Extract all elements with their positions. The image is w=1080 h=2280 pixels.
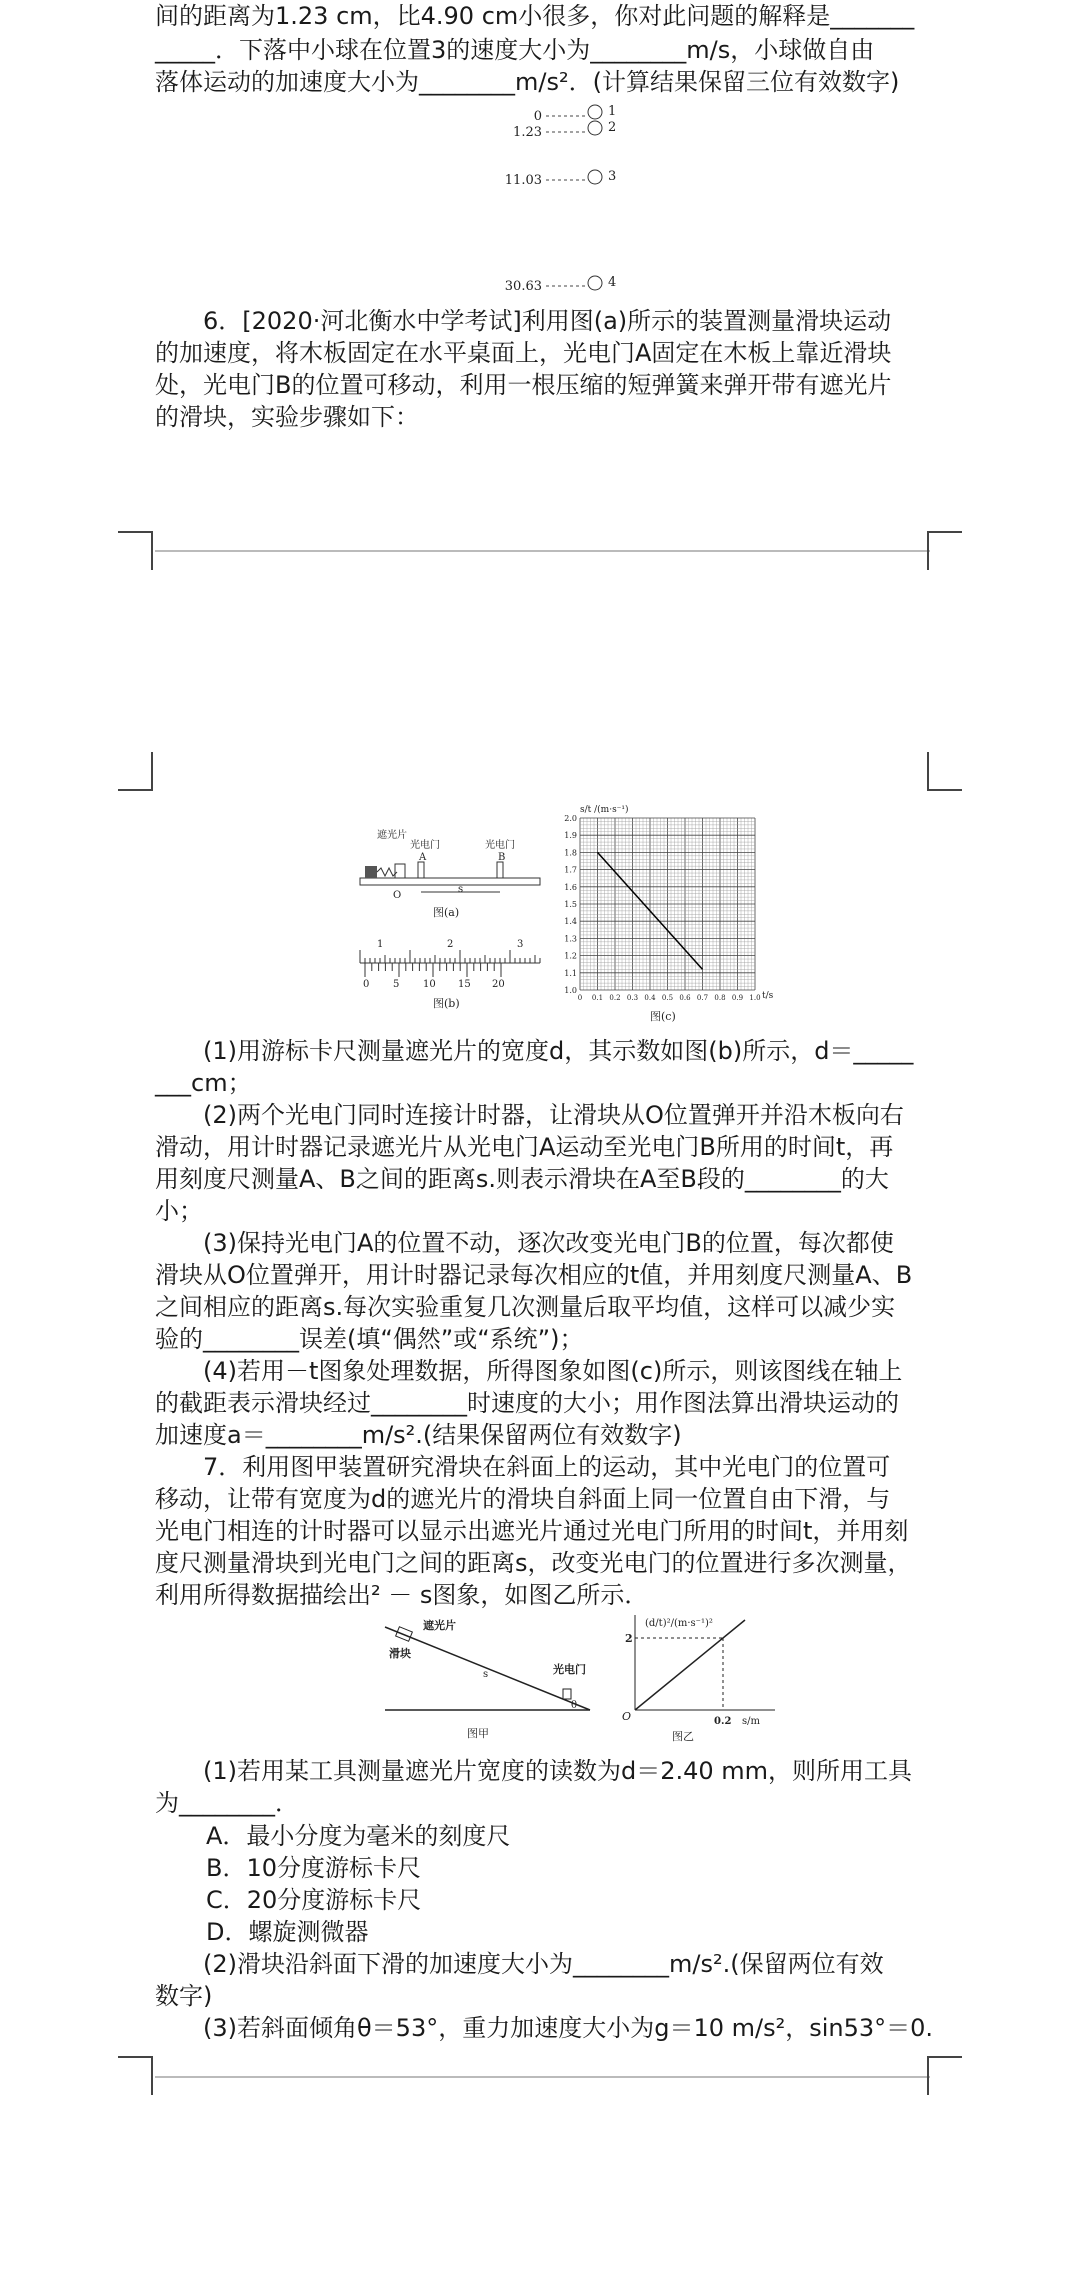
y-tick-label: 1.1 xyxy=(564,968,577,978)
s1-line-2: ___cm； xyxy=(155,1069,252,1097)
fig-a-B-label: B xyxy=(498,852,506,863)
page-bottom-line xyxy=(155,550,930,552)
s4-line-1: (4)若用－t图象处理数据，所得图象如图(c)所示，则该图线在轴上 xyxy=(203,1357,903,1385)
x-tick-label: 0.6 xyxy=(679,994,691,1002)
y-tick-label: 1.6 xyxy=(564,882,577,892)
y-tick-label: 1.4 xyxy=(564,917,577,927)
figure-yi-graph xyxy=(610,1610,780,1745)
fig-c-yticks xyxy=(564,814,577,995)
fig-jia-block-label: 滑块 xyxy=(389,1647,411,1660)
fig-a-gate-A xyxy=(418,862,424,878)
fig-a-gate2-label: 光电门 xyxy=(485,840,515,851)
q7-1-line-1: (1)若用某工具测量遮光片宽度的读数为d＝2.40 mm，则所用工具 xyxy=(203,1757,913,1785)
fig-b-vernier-20: 20 xyxy=(492,979,505,990)
ball-1 xyxy=(588,105,602,119)
y-tick-label: 1.2 xyxy=(564,951,577,961)
fig-a-slider xyxy=(395,864,405,878)
ball-pos-2: 11.03 xyxy=(504,173,542,188)
fig-a-spring xyxy=(377,868,397,876)
ball-pos-3: 30.63 xyxy=(504,279,542,294)
s2-line-2: 滑动，用计时器记录遮光片从光电门A运动至光电门B所用的时间t，再 xyxy=(155,1133,894,1161)
x-tick-label: 0.3 xyxy=(626,994,639,1002)
fig-jia-gate xyxy=(563,1689,571,1699)
figure-c-chart xyxy=(550,800,775,1025)
q6-line-4: 的滑块，实验步骤如下： xyxy=(155,403,419,431)
option-b: B．10分度游标卡尺 xyxy=(206,1854,422,1882)
fig-b-main-2: 2 xyxy=(447,939,454,950)
ball-2 xyxy=(588,121,602,135)
q7-line-2: 移动，让带有宽度为d的遮光片的滑块自斜面上同一位置自由下滑，与 xyxy=(155,1485,891,1513)
fig-c-xticks xyxy=(578,994,761,1002)
fig-b-vernier-5: 5 xyxy=(393,979,400,990)
intro-line-1: 间的距离为1.23 cm，比4.90 cm小很多，你对此问题的解释是_______ xyxy=(155,2,915,30)
page-corner-top-left xyxy=(118,752,158,792)
x-tick-label: 0.1 xyxy=(591,994,604,1002)
q7-3-line-1: (3)若斜面倾角θ＝53°，重力加速度大小为g＝10 m/s²，sin53°＝0. xyxy=(203,2014,934,2042)
q6-line-3: 处，光电门B的位置可移动，利用一根压缩的短弹簧来弹开带有遮光片 xyxy=(155,371,892,399)
q7-line-3: 光电门相连的计时器可以显示出遮光片通过光电门所用的时间t，并用刻 xyxy=(155,1517,909,1545)
figure-a-apparatus xyxy=(355,820,545,930)
page2-bottom-line xyxy=(155,2076,930,2078)
s1-line-1: (1)用游标卡尺测量遮光片的宽度d，其示数如图(b)所示，d＝_____ xyxy=(203,1037,914,1065)
s4-line-3: 加速度a＝________m/s².(结果保留两位有效数字) xyxy=(155,1421,682,1449)
x-tick-label: 0.2 xyxy=(609,994,621,1002)
fig-c-caption: 图(c) xyxy=(650,1010,676,1023)
fig-jia-theta: θ xyxy=(571,1700,578,1711)
s3-line-4: 验的________误差(填“偶然”或“系统”)； xyxy=(155,1325,584,1353)
page2-corner-bottom-right xyxy=(922,2055,962,2095)
fig-a-gate1-label: 光电门 xyxy=(410,840,440,851)
fig-b-vernier-0: 0 xyxy=(363,979,370,990)
x-tick-label: 0 xyxy=(577,994,583,1002)
q7-2-line-2: 数字) xyxy=(155,1982,213,2010)
x-tick-label: 0.5 xyxy=(661,994,674,1002)
y-tick-label: 1.8 xyxy=(564,848,577,858)
x-tick-label: 1.0 xyxy=(749,994,761,1002)
option-d: D．螺旋测微器 xyxy=(206,1918,369,1946)
fig-b-main-3: 3 xyxy=(517,939,524,950)
q7-line-1: 7．利用图甲装置研究滑块在斜面上的运动，其中光电门的位置可 xyxy=(203,1453,891,1481)
intro-line-2: _____．下落中小球在位置3的速度大小为________m/s，小球做自由 xyxy=(155,36,875,64)
intro-line-3: 落体运动的加速度大小为________m/s²．(计算结果保留三位有效数字) xyxy=(155,68,900,96)
s2-line-4: 小； xyxy=(155,1197,203,1225)
fig-b-vernier-10: 10 xyxy=(423,979,436,990)
fig-a-board xyxy=(360,878,540,885)
ball-label-2: 2 xyxy=(608,120,617,135)
s3-line-2: 滑块从O位置弹开，用计时器记录每次相应的t值，并用刻度尺测量A、B xyxy=(155,1261,913,1289)
fig-yi-xvalue: 0.2 xyxy=(714,1716,732,1727)
x-tick-label: 0.4 xyxy=(644,994,656,1002)
fig-yi-xlabel: s/m xyxy=(742,1716,760,1727)
fig-a-spring-block xyxy=(365,866,377,878)
fig-c-grid xyxy=(580,818,755,990)
fig-b-caption: 图(b) xyxy=(433,997,460,1010)
fig-yi-data-line xyxy=(635,1620,745,1710)
y-tick-label: 1.3 xyxy=(564,934,577,944)
q7-line-4: 度尺测量滑块到光电门之间的距离s，改变光电门的位置进行多次测量， xyxy=(155,1549,912,1577)
y-tick-label: 1.7 xyxy=(564,865,577,875)
fig-jia-shade-label: 遮光片 xyxy=(423,1619,456,1632)
s2-line-1: (2)两个光电门同时连接计时器，让滑块从O位置弹开并沿木板向右 xyxy=(203,1101,904,1129)
option-c: C．20分度游标卡尺 xyxy=(206,1886,422,1914)
s2-line-3: 用刻度尺测量A、B之间的距离s.则表示滑块在A至B段的________的大 xyxy=(155,1165,889,1193)
y-tick-label: 1.0 xyxy=(564,986,577,995)
fig-a-A-label: A xyxy=(419,852,427,863)
fig-yi-ylabel: (d/t)²/(m·s⁻¹)² xyxy=(645,1618,713,1629)
q7-1-line-2: 为________． xyxy=(155,1789,299,1817)
s3-line-1: (3)保持光电门A的位置不动，逐次改变光电门B的位置，每次都使 xyxy=(203,1229,894,1257)
y-tick-label: 1.9 xyxy=(564,831,577,841)
s3-line-3: 之间相应的距离s.每次实验重复几次测量后取平均值，这样可以减少实 xyxy=(155,1293,896,1321)
fig-jia-gate-label: 光电门 xyxy=(553,1663,586,1676)
q7-2-line-1: (2)滑块沿斜面下滑的加速度大小为________m/s².(保留两位有效 xyxy=(203,1950,884,1978)
x-tick-label: 0.9 xyxy=(731,994,744,1002)
s4-line-2: 的截距表示滑块经过________时速度的大小；用作图法算出滑块运动的 xyxy=(155,1389,899,1417)
page-corner-bottom-right xyxy=(922,530,962,570)
y-tick-label: 2.0 xyxy=(564,814,577,823)
ball-4 xyxy=(588,276,602,290)
fig-c-xlabel: t/s xyxy=(762,991,774,1001)
ball-pos-1: 1.23 xyxy=(513,125,542,140)
ball-pos-0: 0 xyxy=(533,109,542,124)
fig-jia-caption: 图甲 xyxy=(467,1727,489,1740)
y-tick-label: 1.5 xyxy=(564,900,577,909)
fig-b-vernier-15: 15 xyxy=(458,979,471,990)
fig-yi-origin: O xyxy=(622,1710,632,1723)
figure-jia-incline xyxy=(375,1615,605,1745)
ball-label-4: 4 xyxy=(608,275,617,290)
fig-a-gate-B xyxy=(497,862,503,878)
fig-a-caption: 图(a) xyxy=(433,906,460,919)
falling-ball-figure xyxy=(500,100,660,295)
fig-a-O-label: O xyxy=(393,890,402,901)
q6-line-2: 的加速度，将木板固定在水平桌面上，光电门A固定在木板上靠近滑块 xyxy=(155,339,892,367)
q7-line-5: 利用所得数据描绘出² － s图象，如图乙所示． xyxy=(155,1581,649,1609)
ball-label-1: 1 xyxy=(608,104,617,119)
fig-c-ylabel: s/t /(m·s⁻¹) xyxy=(580,805,629,815)
x-tick-label: 0.7 xyxy=(696,994,709,1002)
page-corner-bottom-left xyxy=(118,530,158,570)
ball-3 xyxy=(588,170,602,184)
fig-a-shade-label: 遮光片 xyxy=(377,830,407,841)
fig-jia-s-label: s xyxy=(483,1669,489,1680)
figure-b-vernier xyxy=(355,935,545,1025)
page-corner-top-right xyxy=(922,752,962,792)
fig-yi-caption: 图乙 xyxy=(672,1730,694,1743)
option-a: A．最小分度为毫米的刻度尺 xyxy=(206,1822,511,1850)
fig-b-main-1: 1 xyxy=(377,939,384,950)
ball-label-3: 3 xyxy=(608,169,617,184)
q6-line-1: 6．[2020·河北衡水中学考试]利用图(a)所示的装置测量滑块运动 xyxy=(203,307,892,335)
fig-yi-yvalue: 2 xyxy=(625,1632,633,1645)
x-tick-label: 0.8 xyxy=(714,994,726,1002)
page2-corner-bottom-left xyxy=(118,2055,158,2095)
fig-a-s-label: s xyxy=(458,884,464,895)
